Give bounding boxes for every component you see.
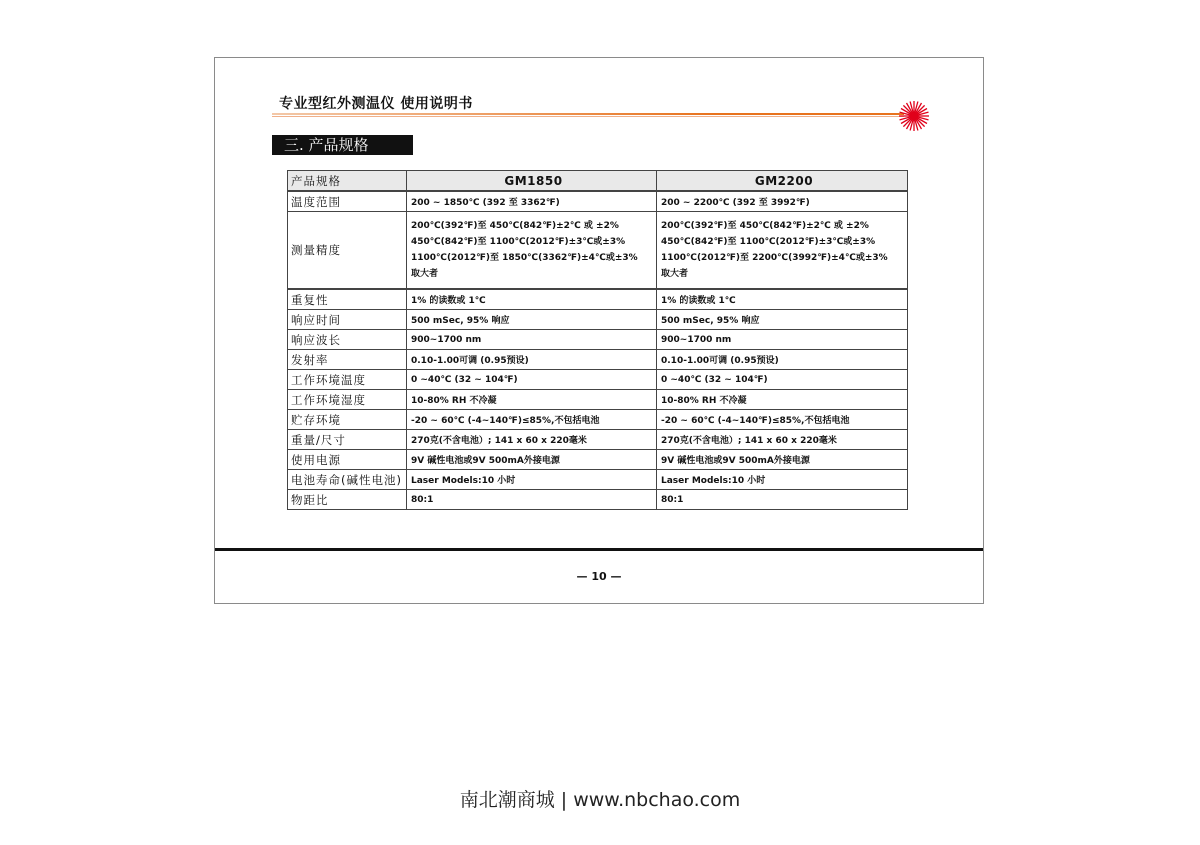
spec-label: 工作环境湿度	[288, 390, 407, 410]
spec-value-gm1850	[407, 212, 657, 290]
spec-table	[287, 170, 908, 510]
spec-value-gm1850	[407, 450, 657, 470]
spec-value-line: 0 ~40℃ (32 ~ 104℉)	[411, 374, 518, 385]
table-row	[288, 450, 908, 470]
spec-value-gm2200	[657, 370, 908, 390]
spec-value-gm1850	[407, 410, 657, 430]
spec-value-line: 900~1700 nm	[661, 334, 732, 345]
spec-value-gm2200	[657, 212, 908, 290]
table-row	[288, 191, 908, 212]
table-row	[288, 490, 908, 510]
spec-value-line: 80:1	[661, 494, 684, 505]
spec-value-line: Laser Models:10 小时	[661, 476, 766, 486]
spec-value-line: 0 ~40℃ (32 ~ 104℉)	[661, 374, 768, 385]
spec-value-line: 200 ~ 2200℃ (392 至 3992℉)	[661, 198, 810, 208]
title-underline	[272, 113, 904, 118]
table-row	[288, 212, 908, 290]
spec-label: 发射率	[288, 350, 407, 370]
spec-value-line: 450℃(842℉)至 1100℃(2012℉)±3℃或±3%	[411, 237, 626, 247]
spec-value-line: 取大者	[411, 269, 439, 279]
spec-value-line: 1100℃(2012℉)至 2200℃(3992℉)±4℃或±3%	[661, 253, 888, 263]
spec-value-line: -20 ~ 60℃ (-4~140℉)≤85%,不包括电池	[411, 416, 600, 426]
spec-value-gm2200	[657, 350, 908, 370]
table-row	[288, 410, 908, 430]
spec-value-gm2200	[657, 289, 908, 310]
header-gm1850: GM1850	[407, 171, 657, 192]
spec-value-line: 200℃(392℉)至 450℃(842℉)±2℃ 或 ±2%	[411, 221, 619, 231]
sunburst-icon	[898, 100, 930, 132]
spec-value-gm2200	[657, 410, 908, 430]
spec-label: 使用电源	[288, 450, 407, 470]
spec-label: 响应波长	[288, 330, 407, 350]
spec-table-body	[288, 171, 908, 510]
spec-table-header	[288, 171, 908, 192]
spec-value-line: -20 ~ 60℃ (-4~140℉)≤85%,不包括电池	[661, 416, 850, 426]
spec-value-line: 0.10-1.00可调 (0.95预设)	[661, 356, 779, 366]
page-number: — 10 —	[576, 570, 622, 583]
spec-value-gm1850	[407, 370, 657, 390]
spec-value-gm1850	[407, 430, 657, 450]
table-row	[288, 350, 908, 370]
section-heading: 三. 产品规格	[272, 135, 413, 155]
table-row	[288, 390, 908, 410]
spec-value-gm2200	[657, 390, 908, 410]
spec-label: 温度范围	[288, 191, 407, 212]
header-gm2200: GM2200	[657, 171, 908, 192]
title-underline-top	[272, 113, 904, 115]
spec-label: 物距比	[288, 490, 407, 510]
table-row	[288, 470, 908, 490]
spec-label: 响应时间	[288, 310, 407, 330]
spec-value-line: 1% 的读数或 1℃	[661, 296, 736, 306]
document-title: 专业型红外测温仪 使用说明书	[279, 96, 473, 112]
spec-value-gm2200	[657, 490, 908, 510]
spec-label: 重量/尺寸	[288, 430, 407, 450]
spec-value-line: 9V 碱性电池或9V 500mA外接电源	[661, 456, 810, 466]
spec-value-line: 450℃(842℉)至 1100℃(2012℉)±3℃或±3%	[661, 237, 876, 247]
spec-label: 贮存环境	[288, 410, 407, 430]
spec-value-line: 10-80% RH 不冷凝	[411, 396, 497, 406]
spec-label: 重复性	[288, 289, 407, 310]
spec-label: 工作环境温度	[288, 370, 407, 390]
spec-value-gm2200	[657, 191, 908, 212]
spec-value-line: 200 ~ 1850℃ (392 至 3362℉)	[411, 198, 560, 208]
spec-value-line: 500 mSec, 95% 响应	[661, 316, 760, 326]
spec-value-line: 900~1700 nm	[411, 334, 482, 345]
spec-value-gm2200	[657, 310, 908, 330]
spec-value-line: 1% 的读数或 1℃	[411, 296, 486, 306]
spec-value-line: 0.10-1.00可调 (0.95预设)	[411, 356, 529, 366]
spec-value-gm1850	[407, 330, 657, 350]
table-row	[288, 430, 908, 450]
spec-value-line: 200℃(392℉)至 450℃(842℉)±2℃ 或 ±2%	[661, 221, 869, 231]
spec-value-gm2200	[657, 470, 908, 490]
spec-value-gm1850	[407, 191, 657, 212]
spec-value-gm1850	[407, 350, 657, 370]
spec-value-gm2200	[657, 430, 908, 450]
title-underline-bottom	[272, 116, 904, 117]
spec-value-line: 1100℃(2012℉)至 1850℃(3362℉)±4℃或±3%	[411, 253, 638, 263]
table-row	[288, 289, 908, 310]
table-row	[288, 370, 908, 390]
manual-page	[214, 57, 984, 604]
spec-value-line: 500 mSec, 95% 响应	[411, 316, 510, 326]
spec-value-line: 10-80% RH 不冷凝	[661, 396, 747, 406]
table-row	[288, 330, 908, 350]
site-footer: 南北潮商城 | www.nbchao.com	[459, 789, 741, 811]
spec-label: 测量精度	[288, 212, 407, 290]
spec-value-gm1850	[407, 310, 657, 330]
spec-value-gm2200	[657, 330, 908, 350]
spec-value-gm2200	[657, 450, 908, 470]
spec-value-gm1850	[407, 470, 657, 490]
spec-value-line: 取大者	[661, 269, 689, 279]
footer-rule	[215, 548, 983, 551]
header-label: 产品规格	[288, 171, 407, 192]
spec-value-gm1850	[407, 289, 657, 310]
spec-value-line: Laser Models:10 小时	[411, 476, 516, 486]
spec-label: 电池寿命(碱性电池)	[288, 470, 407, 490]
spec-value-line: 270克(不含电池）; 141 x 60 x 220毫米	[411, 436, 587, 446]
spec-value-line: 80:1	[411, 494, 434, 505]
spec-value-gm1850	[407, 390, 657, 410]
table-row	[288, 310, 908, 330]
spec-value-line: 270克(不含电池）; 141 x 60 x 220毫米	[661, 436, 837, 446]
spec-value-line: 9V 碱性电池或9V 500mA外接电源	[411, 456, 560, 466]
spec-value-gm1850	[407, 490, 657, 510]
